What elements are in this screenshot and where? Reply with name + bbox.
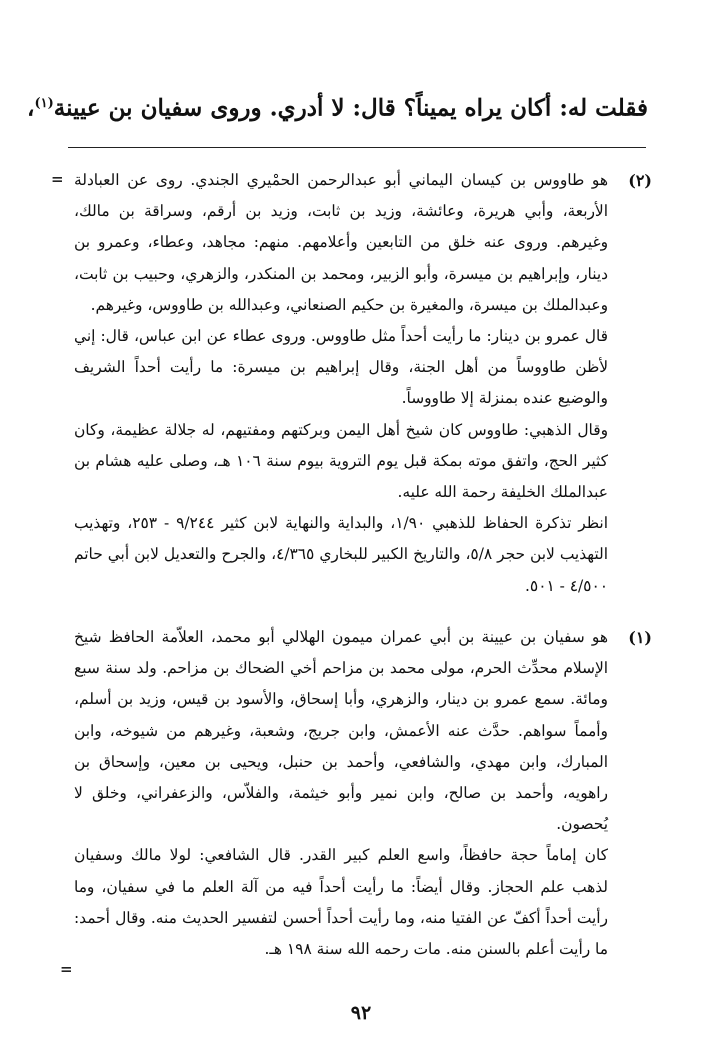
footnote-paragraph: هو سفيان بن عيينة بن أبي عمران ميمون الهلالي أبو محمد، العلاّمة الحافظ شيخ الإسلام محدِّث الحرم، مولى محمد بن مزاحم أخي الضحاك بن مزاحم. ولد سنة سبع ومائة. سمع عمرو بن دينار، والزهري، وأبا إسحاق، والأسود بن قيس، وزيد بن أسلم، وأمماً سواهم. حدَّث عنه الأعمش، وابن جريج، وشعبة، وغيرهم من شيوخه، وابن المبارك، وابن مهدي، والشافعي، وأحمد بن حنبل، ويحيى بن معين، وإسحاق بن راهويه، وأحمد بن صالح، وابن نمير وأبو خيثمة، والفلاّس، والزعفراني، وخلق لا يُحصون.: [74, 628, 608, 834]
footnote-ref: (١): [34, 96, 54, 111]
footnote-paragraph: انظر تذكرة الحفاظ للذهبي ١/٩٠، والبداية والنهاية لابن كثير ٩/٢٤٤ - ٢٥٣، وتهذيب التهذيب لابن حجر ٥/٨، والتاريخ الكبير للبخاري ٤/٣٦٥، والجرح والتعديل لابن أبي حاتم ٤/٥٠٠ - ٥٠١.: [74, 514, 609, 595]
footnote-separator: [68, 147, 646, 148]
continuation-mark-top: =: [51, 170, 64, 188]
footnote-body: [74, 165, 608, 602]
footnote-tawus: [74, 165, 650, 602]
footnote-paragraph: هو طاووس بن كيسان اليماني أبو عبدالرحمن الحمْيري الجندي. روى عن العبادلة الأربعة، وأبي هريرة، وعائشة، وزيد بن ثابت، وزيد بن أرقم، وسراقة بن مالك، وغيرهم. وروى عنه خلق من التابعين وأعلامهم. منهم: مجاهد، وعطاء، وعمرو بن دينار، وإبراهيم بن ميسرة، وأبو الزبير، ومحمد بن المنكدر، والزهري، وحبيب بن ثابت، وعبدالملك بن ميسرة، والمغيرة بن حكيم الصنعاني، وعبدالله بن طاووس، وغيرهم.: [74, 171, 608, 314]
main-text-trailing: ،: [27, 94, 35, 122]
footnote-number: (١): [628, 628, 652, 647]
footnote-paragraph: وقال الذهبي: طاووس كان شيخ أهل اليمن وبركتهم ومفتيهم، له جلالة عظيمة، وكان كثير الحج، واتفق موته بمكة قبل يوم التروية بيوم سنة ١٠٦ هـ، وصلى عليه هشام بن عبدالملك الخليفة رحمة الله عليه.: [74, 420, 609, 502]
footnote-paragraph: قال عمرو بن دينار: ما رأيت أحداً مثل طاووس. وروى عطاء عن ابن عباس، قال: إني لأظن طاووساً من أهل الجنة، وقال إبراهيم بن ميسرة: ما رأيت أحداً الشريف والوضيع عنده بمنزلة إلا طاووساً.: [74, 327, 608, 408]
footnote-body: [74, 622, 608, 965]
continuation-mark-bottom: =: [60, 960, 73, 978]
footnote-paragraph: كان إماماً حجة حافظاً، واسع العلم كبير القدر. قال الشافعي: لولا مالك وسفيان لذهب علم الحجاز. وقال أيضاً: ما رأيت أحداً فيه من آلة العلم ما في سفيان، وما رأيت أحداً أكفّ عن الفتيا منه، وما رأيت أحداً أحسن لتفسير الحديث منه. وقال أحمد: ما رأيت أعلم بالسنن منه. مات رحمه الله سنة ١٩٨ هـ.: [74, 846, 608, 959]
page-number: ٩٢: [350, 1002, 372, 1024]
main-text-line: [27, 82, 648, 131]
footnote-number: (٢): [628, 171, 652, 190]
footnote-sufyan: [74, 622, 650, 965]
main-text: فقلت له: أكان يراه يميناً؟ قال: لا أدري. وروى سفيان بن عيينة: [53, 94, 648, 122]
